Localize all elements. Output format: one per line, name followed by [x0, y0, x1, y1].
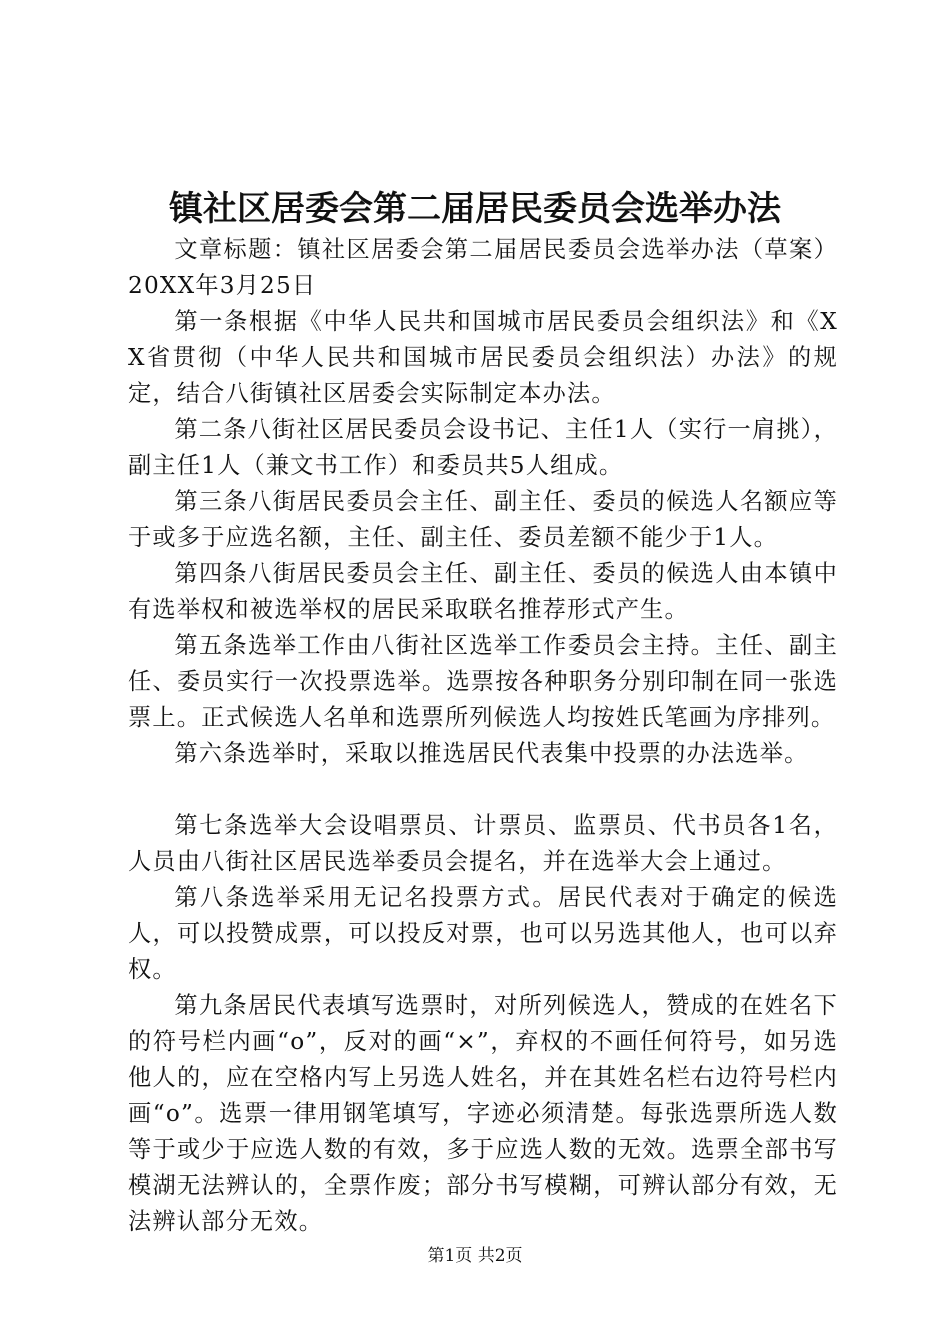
- article-2: 第二条八街社区居民委员会设书记、主任1人（实行一肩挑），副主任1人（兼文书工作）和委员共5人组成。: [128, 416, 838, 479]
- page-footer: 第1页 共2页: [427, 1246, 523, 1266]
- article-6: 第六条选举时，采取以推选居民代表集中投票的办法选举。: [174, 740, 809, 767]
- article-9: 第九条居民代表填写选票时，对所列候选人，赞成的在姓名下的符号栏内画“o”，反对的画“×”，弃权的不画任何符号，如另选他人的，应在空格内写上另选人姓名，并在其姓名栏右边符号栏内画“o”。选票一律用钢笔填写，字迹必须清楚。每张选票所选人数等于或少于应选人数的有效，多于应选人数的无效。选票全部书写模湖无法辨认的，全票作废；部分书写模糊，可辨认部分有效，无法辨认部分无效。: [128, 992, 838, 1235]
- document-body: [128, 232, 838, 1240]
- article-1: 第一条根据《中华人民共和国城市居民委员会组织法》和《XX省贯彻（中华人民共和国城市居民委员会组织法）办法》的规定，结合八街镇社区居委会实际制定本办法。: [128, 308, 838, 407]
- article-title-line: 文章标题：镇社区居委会第二届居民委员会选举办法（草案）20XX年3月25日: [128, 236, 838, 299]
- article-7: 第七条选举大会设唱票员、计票员、监票员、代书员各1名，人员由八街社区居民选举委员会提名，并在选举大会上通过。: [128, 812, 838, 875]
- article-3: 第三条八街居民委员会主任、副主任、委员的候选人名额应等于或多于应选名额，主任、副主任、委员差额不能少于1人。: [128, 488, 838, 551]
- document-title: 镇社区居委会第二届居民委员会选举办法: [169, 189, 781, 229]
- article-4: 第四条八街居民委员会主任、副主任、委员的候选人由本镇中有选举权和被选举权的居民采取联名推荐形式产生。: [128, 560, 838, 623]
- article-5: 第五条选举工作由八街社区选举工作委员会主持。主任、副主任、委员实行一次投票选举。选票按各种职务分别印制在同一张选票上。正式候选人名单和选票所列候选人均按姓氏笔画为序排列。: [128, 632, 838, 731]
- article-8: 第八条选举采用无记名投票方式。居民代表对于确定的候选人，可以投赞成票，可以投反对票，也可以另选其他人，也可以弃权。: [128, 884, 838, 983]
